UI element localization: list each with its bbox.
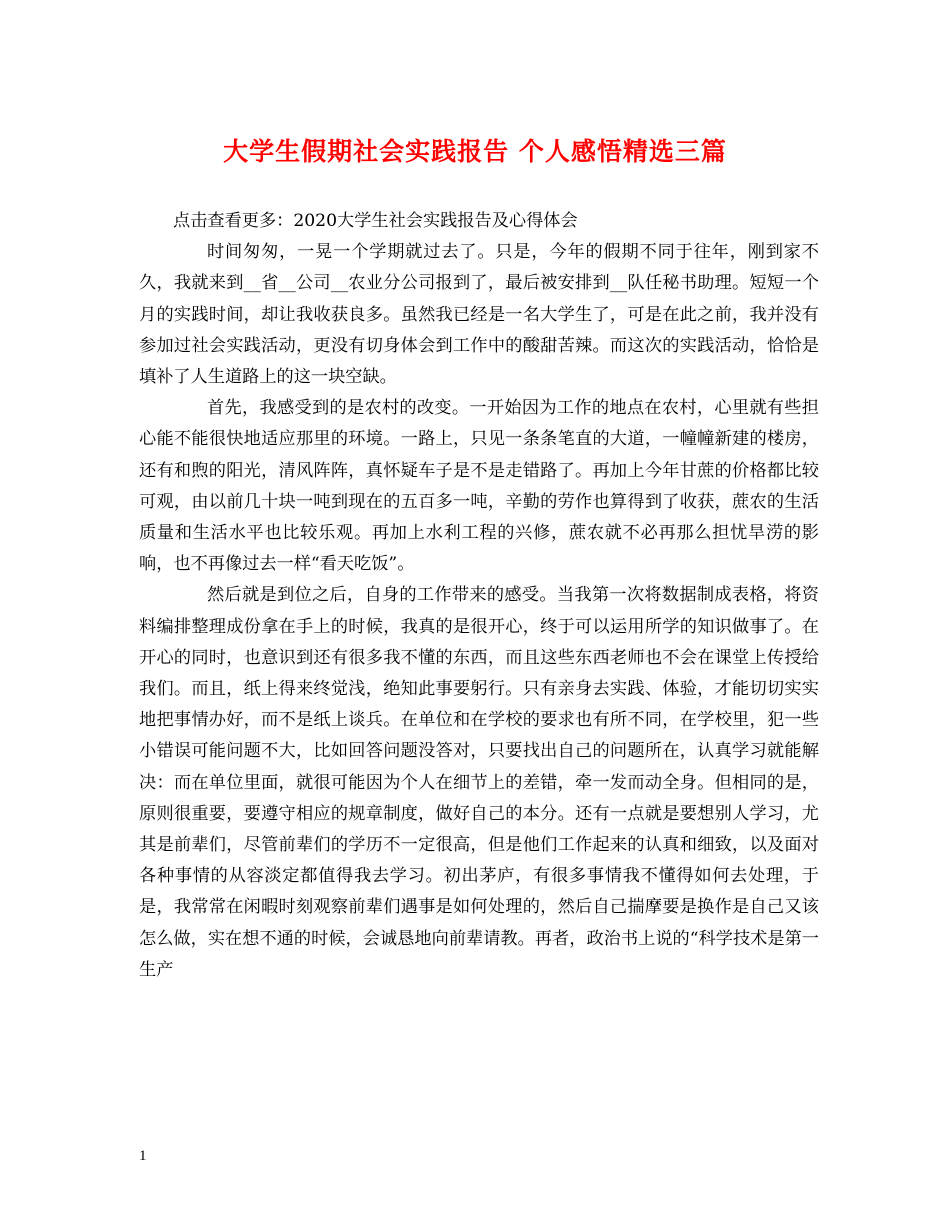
paragraph: 首先，我感受到的是农村的改变。一开始因为工作的地点在农村，心里就有些担心能不能很快地适应那里的环境。一路上，只见一条条笔直的大道，一幢幢新建的楼房，还有和煦的阳光，清风阵阵，真怀疑车子是不是走错路了。再加上今年甘蔗的价格都比较可观，由以前几十块一吨到现在的五百多一吨，辛勤的劳作也算得到了收获，蔗农的生活质量和生活水平也比较乐观。再加上水利工程的兴修，蔗农就不必再那么担忧旱涝的影响，也不再像过去一样“看天吃饭”。: [139, 398, 819, 575]
document-title: 大学生假期社会实践报告 个人感悟精选三篇: [223, 137, 727, 166]
page-number: 1: [139, 1148, 147, 1164]
paragraph: 然后就是到位之后，自身的工作带来的感受。当我第一次将数据制成表格，将资料编排整理成份拿在手上的时候，我真的是很开心，终于可以运用所学的知识做事了。在开心的同时，也意识到还有很多我不懂的东西，而且这些东西老师也不会在课堂上传授给我们。而且，纸上得来终觉浅，绝知此事要躬行。只有亲身去实践、体验，才能切切实实地把事情办好，而不是纸上谈兵。在单位和在学校的要求也有所不同，在学校里，犯一些小错误可能问题不大，比如回答问题没答对，只要找出自己的问题所在，认真学习就能解决：而在单位里面，就很可能因为个人在细节上的差错，牵一发而动全身。但相同的是，原则很重要，要遵守相应的规章制度，做好自己的本分。还有一点就是要想别人学习，尤其是前辈们，尽管前辈们的学历不一定很高，但是他们工作起来的认真和细致，以及面对各种事情的从容淡定都值得我去学习。初出茅庐，有很多事情我不懂得如何去处理，于是，我常常在闲暇时刻观察前辈们遇事是如何处理的，然后自己揣摩要是换作是自己又该怎么做，实在想不通的时候，会诚恳地向前辈请教。再者，政治书上说的“科学技术是第一生产: [139, 585, 819, 980]
paragraph: 时间匆匆，一晃一个学期就过去了。只是，今年的假期不同于往年，刚到家不久，我就来到__省__公司__农业分公司报到了，最后被安排到__队任秘书助理。短短一个月的实践时间，却让我收获良多。虽然我已经是一名大学生了，可是在此之前，我并没有参加过社会实践活动，更没有切身体会到工作中的酸甜苦辣。而这次的实践活动，恰恰是填补了人生道路上的这一块空缺。: [139, 242, 819, 388]
more-link[interactable]: 点击查看更多：2020大学生社会实践报告及心得体会: [173, 211, 578, 231]
document-body: [139, 206, 819, 986]
